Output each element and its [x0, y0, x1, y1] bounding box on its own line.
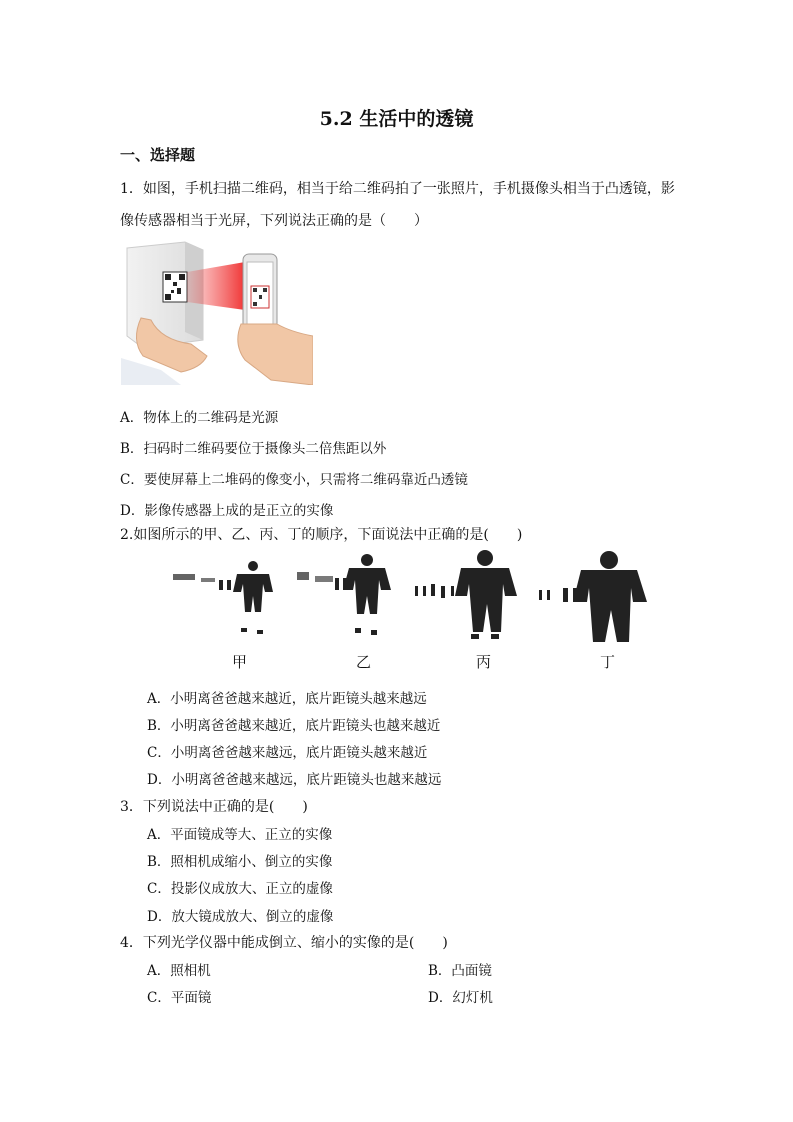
caption-yi: 乙 — [356, 653, 372, 671]
q4-option-c: C．平面镜 — [147, 990, 212, 1006]
q3-option-c: C．投影仪成放大、正立的虚像 — [147, 881, 333, 897]
q4-option-a: A．照相机 — [147, 963, 211, 979]
q4-option-b: B．凸面镜 — [428, 963, 492, 979]
photo-bing — [415, 550, 517, 639]
q2-option-d: D．小明离爸爸越来越远，底片距镜头也越来越远 — [147, 772, 442, 788]
caption-jia: 甲 — [232, 653, 248, 671]
phone-scanning-qr-code-icon — [121, 240, 313, 385]
q3-option-d: D．放大镜成放大、倒立的虚像 — [147, 909, 334, 925]
q1-stem-line1: 1．如图，手机扫描二维码，相当于给二维码拍了一张照片，手机摄像头相当于凸透镜，影 — [120, 181, 675, 197]
photo-jia — [173, 561, 273, 634]
q4-stem: 4．下列光学仪器中能成倒立、缩小的实像的是( ) — [120, 935, 448, 951]
q1-option-a: A．物体上的二维码是光源 — [120, 410, 279, 426]
q2-option-b: B．小明离爸爸越来越近，底片距镜头也越来越近 — [147, 718, 441, 734]
q1-option-d: D．影像传感器上成的是正立的实像 — [120, 503, 334, 519]
caption-ding: 丁 — [600, 653, 616, 671]
q2-stem: 2.如图所示的甲、乙、丙、丁的顺序，下面说法中正确的是( ) — [120, 527, 523, 543]
q1-option-c: C．要使屏幕上二堆码的像变小，只需将二维码靠近凸透镜 — [120, 472, 468, 488]
q2-option-a: A．小明离爸爸越来越近，底片距镜头越来越远 — [147, 691, 427, 707]
q2-option-c: C．小明离爸爸越来越远，底片距镜头越来越近 — [147, 745, 428, 761]
qr-scan-figure — [121, 240, 313, 385]
q1-stem-line2: 像传感器相当于光屏，下列说法正确的是（ ） — [120, 213, 428, 229]
q3-option-b: B．照相机成缩小、倒立的实像 — [147, 854, 333, 870]
four-photos-of-man-getting-closer-icon — [165, 548, 665, 648]
q3-stem: 3．下列说法中正确的是( ) — [120, 799, 308, 815]
section-heading: 一、选择题 — [120, 146, 196, 164]
q4-option-d: D．幻灯机 — [428, 990, 493, 1006]
page-title: 5.2 生活中的透镜 — [319, 108, 474, 130]
photo-ding — [539, 551, 647, 642]
q3-option-a: A．平面镜成等大、正立的实像 — [147, 827, 333, 843]
q1-option-b: B．扫码时二维码要位于摄像头二倍焦距以外 — [120, 441, 387, 457]
caption-bing: 丙 — [476, 653, 492, 671]
photo-yi — [297, 554, 391, 635]
